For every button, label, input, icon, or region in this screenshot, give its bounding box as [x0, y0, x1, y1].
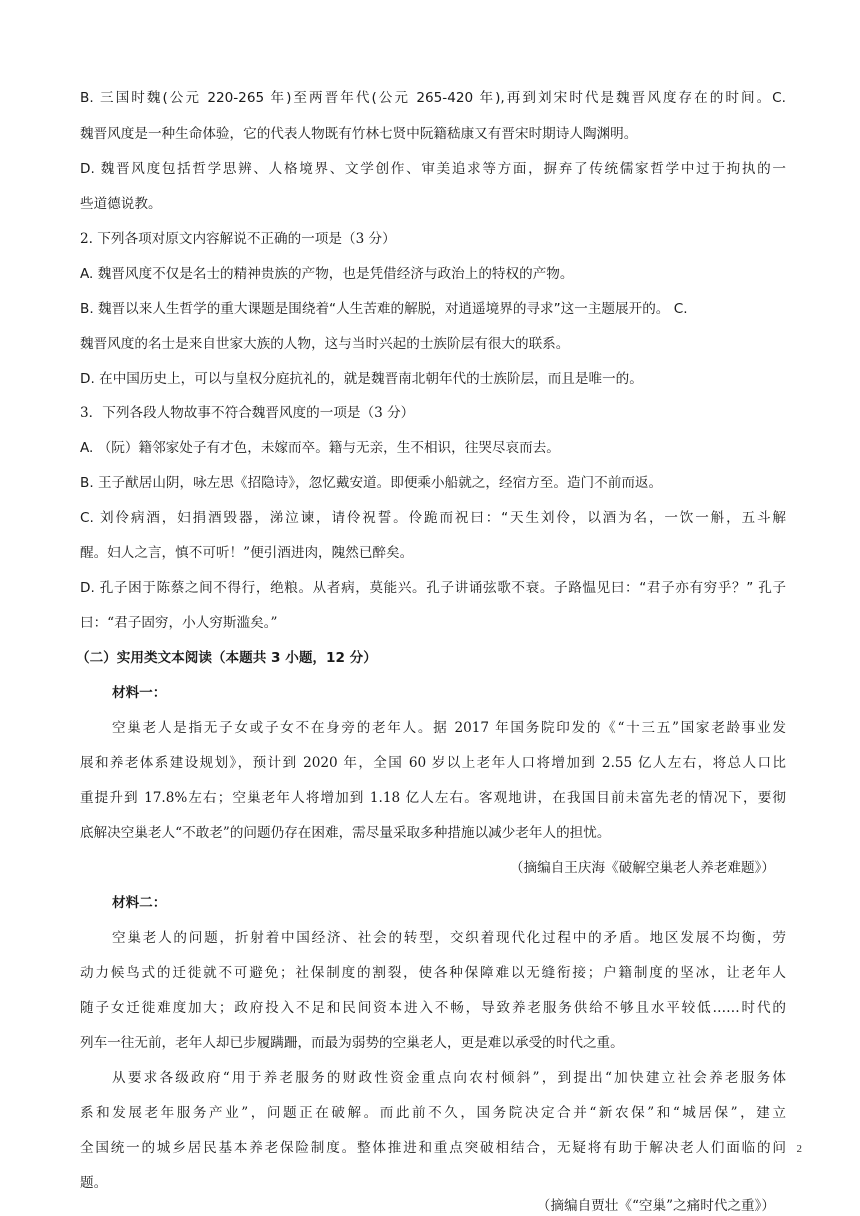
q2-option-c: 魏晋风度的名士是来自世家大族的人物，这与当时兴起的士族阶层有很大的联系。: [80, 336, 570, 352]
q3-option-c-line2: 醒。妇人之言，慎不可听！”便引酒进肉，隗然已醉矣。: [80, 545, 414, 561]
q2-option-a: A. 魏晋风度不仅是名士的精神贵族的产物，也是凭借经济与政治上的特权的产物。: [80, 266, 574, 282]
material-1-line: 底解决空巢老人“不敢老”的问题仍存在困难，需尽量采取多种措施以减少老年人的担忧。: [80, 825, 611, 841]
q1-option-c-line: 魏晋风度是一种生命体验，它的代表人物既有竹林七贤中阮籍嵇康又有晋宋时期诗人陶渊明。: [80, 126, 638, 142]
material-1-source: （摘编自王庆海《破解空巢老人养老难题》）: [509, 860, 775, 876]
page-number: 2: [796, 1143, 802, 1155]
q3-stem: 3．下列各段人物故事不符合魏晋风度的一项是（3 分）: [80, 405, 415, 421]
material-1-line: 重提升到 17.8%左右；空巢老年人将增加到 1.18 亿人左右。客观地讲，在我国目前未富先老的情况下，要彻: [80, 790, 786, 806]
q3-option-b: B. 王子猷居山阴，咏左思《招隐诗》，忽忆戴安道。即便乘小船就之，经宿方至。造门不前而返。: [80, 475, 663, 491]
q1-option-d-line2: 些道德说教。: [80, 196, 162, 212]
q2-option-d: D. 在中国历史上，可以与皇权分庭抗礼的，就是魏晋南北朝年代的士族阶层，而且是唯一的。: [80, 371, 643, 387]
q3-option-d-line2: 曰：“君子固穷，小人穷斯滥矣。”: [80, 615, 278, 631]
material-2-line: 题。: [80, 1175, 108, 1191]
material-2-line: 从要求各级政府“用于养老服务的财政性资金重点向农村倾斜”，到提出“加快建立社会养老服务体: [112, 1070, 786, 1086]
q3-option-a: A. （阮）籍邻家处子有才色，未嫁而卒。籍与无亲，生不相识，往哭尽哀而去。: [80, 440, 560, 456]
q3-option-d-line1: D. 孔子困于陈蔡之间不得行，绝粮。从者病，莫能兴。孔子讲诵弦歌不衰。子路愠见曰：“君子亦有穷乎？” 孔子: [80, 580, 786, 596]
material-1-line: 展和养老体系建设规划》，预计到 2020 年，全国 60 岁以上老年人口将增加到 2.55 亿人左右，将总人口比: [80, 755, 786, 771]
material-2-source: （摘编自贾壮《“空巢”之痛时代之重》）: [536, 1198, 775, 1214]
material-2-line: 系和发展老年服务产业”，问题正在破解。而此前不久，国务院决定合并“新农保”和“城居保”，建立: [80, 1105, 786, 1121]
material-2-line: 随子女迁徙难度加大；政府投入不足和民间资本进入不畅，导致养老服务供给不够且水平较低……时代的: [80, 1000, 786, 1016]
q1-option-d-line1: D. 魏晋风度包括哲学思辨、人格境界、文学创作、审美追求等方面，摒弃了传统儒家哲学中过于拘执的一: [80, 161, 786, 177]
section-heading: （二）实用类文本阅读（本题共 3 小题，12 分）: [76, 650, 377, 666]
material-2-label: 材料二：: [112, 895, 167, 911]
q1-option-b-line: B. 三国时魏(公元 220-265 年)至两晋年代(公元 265-420 年),再到刘宋时代是魏晋风度存在的时间。C.: [80, 90, 786, 106]
q2-option-b: B. 魏晋以来人生哲学的重大课题是围绕着“人生苦难的解脱，对逍遥境界的寻求”这一主题展开的。 C.: [80, 301, 688, 317]
material-1-label: 材料一：: [112, 685, 167, 701]
material-1-line: 空巢老人是指无子女或子女不在身旁的老年人。据 2017 年国务院印发的《“十三五”国家老龄事业发: [112, 720, 786, 736]
material-2-line: 动力候鸟式的迁徙就不可避免；社保制度的割裂，使各种保障难以无缝衔接；户籍制度的坚冰，让老年人: [80, 965, 786, 981]
material-2-line: 全国统一的城乡居民基本养老保险制度。整体推进和重点突破相结合，无疑将有助于解决老人们面临的问: [80, 1140, 786, 1156]
material-2-line: 空巢老人的问题，折射着中国经济、社会的转型，交织着现代化过程中的矛盾。地区发展不均衡，劳: [112, 930, 786, 946]
q3-option-c-line1: C. 刘伶病酒，妇捐酒毁器，涕泣谏，请伶祝誓。伶跪而祝曰：“天生刘伶，以酒为名，一饮一斛，五斗解: [80, 510, 786, 526]
material-2-line: 列车一往无前，老年人却已步履蹒跚，而最为弱势的空巢老人，更是难以承受的时代之重。: [80, 1035, 624, 1051]
q2-stem: 2. 下列各项对原文内容解说不正确的一项是（3 分）: [80, 231, 396, 247]
